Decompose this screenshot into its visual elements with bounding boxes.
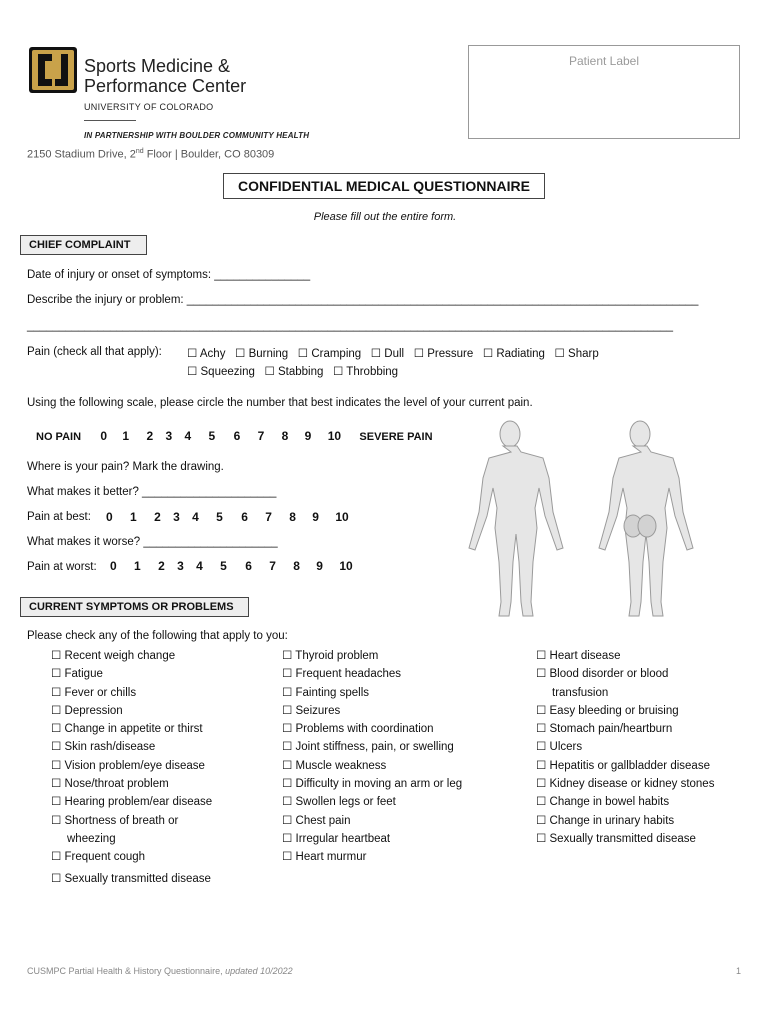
scale-number[interactable]: 3 [165, 429, 173, 443]
best-pain-scale [106, 510, 349, 524]
pain-location-prompt: Where is your pain? Mark the drawing. [27, 461, 224, 473]
scale-number[interactable]: 4 [196, 559, 203, 573]
pain-pressure: Pressure [427, 348, 474, 360]
better-field[interactable]: What makes it better? _____________________ [27, 486, 277, 498]
pain-burning: Burning [248, 348, 289, 360]
pain-cramping: Cramping [311, 348, 362, 360]
pain-dull: Dull [384, 348, 405, 360]
chief-complaint-heading: CHIEF COMPLAINT [20, 235, 147, 255]
scale-number[interactable]: 4 [192, 510, 199, 524]
current-pain-scale [36, 429, 433, 443]
symptom-item[interactable]: ☐ Shortness of breath or [51, 814, 179, 827]
scale-number[interactable]: 5 [216, 510, 223, 524]
scale-number[interactable]: 6 [241, 510, 248, 524]
scale-number[interactable]: 9 [312, 510, 319, 524]
scale-instruction: Using the following scale, please circle the number that best indicates the level of your current pain. [27, 397, 533, 409]
pain-squeezing: Squeezing [200, 366, 255, 378]
brand-line-2: Performance Center [84, 76, 247, 96]
symptom-item[interactable]: ☐ Swollen legs or feet [282, 796, 396, 809]
scale-number[interactable]: 1 [134, 559, 141, 573]
university-name: UNIVERSITY OF COLORADO [84, 102, 214, 112]
scale-number[interactable]: 6 [245, 559, 252, 573]
scale-number[interactable]: 2 [154, 510, 161, 524]
scale-number[interactable]: 2 [158, 559, 165, 573]
symptom-item[interactable]: ☐ Hearing problem/ear disease [51, 796, 213, 809]
scale-number[interactable]: 7 [265, 510, 272, 524]
scale-number[interactable]: 8 [293, 559, 300, 573]
pain-type-row-1 [187, 346, 599, 360]
symptom-item[interactable]: ☐ Frequent cough [51, 851, 146, 864]
address: 2150 Stadium Drive, 2nd Floor | Boulder, CO 80309 [27, 148, 275, 161]
symptom-item[interactable]: ☐ Difficulty in moving an arm or leg [282, 778, 463, 791]
scale-number[interactable]: 0 [106, 510, 113, 524]
patient-label-text: Patient Label [568, 54, 640, 68]
symptom-item-continued: wheezing [67, 832, 116, 845]
symptom-item[interactable]: ☐ Blood disorder or blood [536, 668, 669, 681]
brand-line-1: Sports Medicine & [84, 56, 231, 76]
scale-number[interactable]: 10 [339, 559, 353, 573]
checkbox[interactable]: ☐ [554, 348, 565, 360]
symptom-item[interactable]: ☐ Muscle weakness [282, 759, 387, 772]
body-back-figure [599, 421, 693, 616]
scale-number[interactable]: 5 [220, 559, 227, 573]
footer-text: CUSMPC Partial Health & History Questionnaire, updated 10/2022 [27, 966, 293, 976]
pain-throbbing: Throbbing [346, 366, 399, 378]
symptom-item[interactable]: ☐ Ulcers [536, 741, 583, 754]
scale-number[interactable]: 1 [122, 429, 130, 443]
symptom-item[interactable]: ☐ Skin rash/disease [51, 741, 156, 754]
pain-at-best-label: Pain at best: [27, 511, 91, 523]
page-number: 1 [736, 966, 742, 976]
symptoms-column-3 [536, 647, 714, 848]
scale-number[interactable]: 3 [173, 510, 180, 524]
checkbox[interactable]: ☐ [482, 348, 494, 360]
checkbox[interactable]: ☐ [413, 348, 424, 360]
pain-type-label: Pain (check all that apply): [27, 346, 162, 358]
symptom-item[interactable]: ☐ Heart murmur [282, 851, 367, 864]
symptom-item[interactable]: ☐ Fainting spells [282, 686, 370, 699]
pain-stabbing: Stabbing [277, 366, 324, 378]
checkbox[interactable]: ☐ [187, 348, 198, 360]
symptom-item[interactable]: ☐ Vision problem/eye disease [51, 759, 205, 772]
divider [84, 120, 136, 121]
scale-number[interactable]: 9 [304, 429, 312, 443]
scale-number[interactable]: 10 [335, 510, 349, 524]
worst-pain-scale [110, 559, 353, 573]
pain-sharp: Sharp [568, 348, 599, 360]
symptom-item[interactable]: ☐ Problems with coordination [282, 723, 434, 736]
describe-injury-line-2[interactable]: _____________________________________________________________________________________________________ [27, 320, 673, 332]
symptom-item[interactable]: ☐ Recent weigh change [51, 650, 176, 662]
symptoms-intro: Please check any of the following that apply to you: [27, 630, 288, 642]
describe-injury-field[interactable]: Describe the injury or problem: ________________________________________________________________________________ [27, 294, 699, 306]
symptom-item[interactable]: ☐ Nose/throat problem [51, 778, 169, 791]
symptom-item[interactable]: ☐ Change in appetite or thirst [51, 723, 203, 736]
body-front-figure [469, 421, 563, 616]
symptom-item[interactable]: ☐ Change in urinary habits [536, 814, 675, 827]
symptom-item[interactable]: ☐ Frequent headaches [282, 668, 402, 681]
scale-number[interactable]: 10 [327, 429, 342, 443]
symptom-item[interactable]: ☐ Change in bowel habits [536, 796, 670, 809]
scale-number[interactable]: 4 [184, 429, 192, 443]
scale-number[interactable]: 2 [146, 429, 154, 443]
form-title: CONFIDENTIAL MEDICAL QUESTIONNAIRE [223, 173, 545, 199]
symptom-item[interactable]: ☐ Fatigue [51, 668, 103, 681]
scale-number[interactable]: 0 [110, 559, 117, 573]
checkbox[interactable]: ☐ [187, 366, 198, 378]
scale-number[interactable]: 8 [289, 510, 296, 524]
checkbox[interactable]: ☐ [370, 348, 382, 360]
scale-number[interactable]: 6 [233, 429, 241, 443]
scale-number[interactable]: 5 [208, 429, 216, 443]
partnership-line: IN PARTNERSHIP WITH BOULDER COMMUNITY HEALTH [84, 131, 310, 140]
body-diagram[interactable] [445, 418, 755, 633]
scale-number[interactable]: 0 [100, 429, 108, 443]
checkbox[interactable]: ☐ [297, 348, 309, 360]
no-pain-label: NO PAIN [36, 431, 82, 443]
symptom-item[interactable]: ☐ Chest pain [282, 814, 351, 827]
symptom-item[interactable]: ☐ Seizures [282, 704, 341, 717]
pain-at-worst-label: Pain at worst: [27, 561, 97, 573]
symptom-item[interactable]: ☐ Irregular heartbeat [282, 832, 391, 845]
scale-number[interactable]: 8 [281, 429, 289, 443]
symptoms-column-2 [282, 647, 462, 867]
current-symptoms-heading: CURRENT SYMPTOMS OR PROBLEMS [20, 597, 249, 617]
checkbox[interactable]: ☐ [264, 366, 275, 378]
scale-number[interactable]: 1 [130, 510, 137, 524]
symptom-item[interactable]: ☐ Thyroid problem [282, 650, 379, 662]
form-subtitle: Please fill out the entire form. [313, 211, 457, 223]
symptoms-column-1 [51, 647, 212, 888]
scale-number[interactable]: 3 [177, 559, 184, 573]
symptom-item[interactable]: ☐ Fever or chills [51, 686, 137, 699]
symptom-item[interactable]: ☐ Heart disease [536, 650, 621, 662]
pain-achy: Achy [199, 348, 226, 360]
cu-logo [28, 46, 78, 94]
symptom-item[interactable]: ☐ Stomach pain/heartburn [536, 723, 673, 736]
symptom-item-continued: transfusion [552, 686, 609, 699]
symptom-item[interactable]: ☐ Depression [51, 704, 123, 717]
scale-number[interactable]: 9 [316, 559, 323, 573]
symptom-item[interactable]: ☐ Sexually transmitted disease [536, 832, 696, 845]
symptom-item[interactable]: ☐ Joint stiffness, pain, or swelling [282, 741, 454, 754]
symptom-item[interactable]: ☐ Kidney disease or kidney stones [536, 778, 715, 791]
scale-number[interactable]: 7 [257, 429, 265, 443]
pain-type-row-2 [187, 364, 398, 378]
pain-radiating: Radiating [496, 348, 545, 360]
checkbox[interactable]: ☐ [235, 348, 246, 360]
checkbox[interactable]: ☐ [332, 366, 344, 378]
patient-label-box[interactable] [468, 45, 740, 139]
severe-pain-label: SEVERE PAIN [359, 431, 433, 443]
scale-number[interactable]: 7 [269, 559, 276, 573]
symptom-item[interactable]: ☐ Easy bleeding or bruising [536, 704, 679, 717]
date-of-injury-field[interactable]: Date of injury or onset of symptoms: _______________ [27, 269, 311, 281]
symptom-item[interactable]: ☐ Sexually transmitted disease [51, 872, 211, 885]
symptom-item[interactable]: ☐ Hepatitis or gallbladder disease [536, 759, 710, 772]
worse-field[interactable]: What makes it worse? _____________________ [27, 536, 278, 548]
